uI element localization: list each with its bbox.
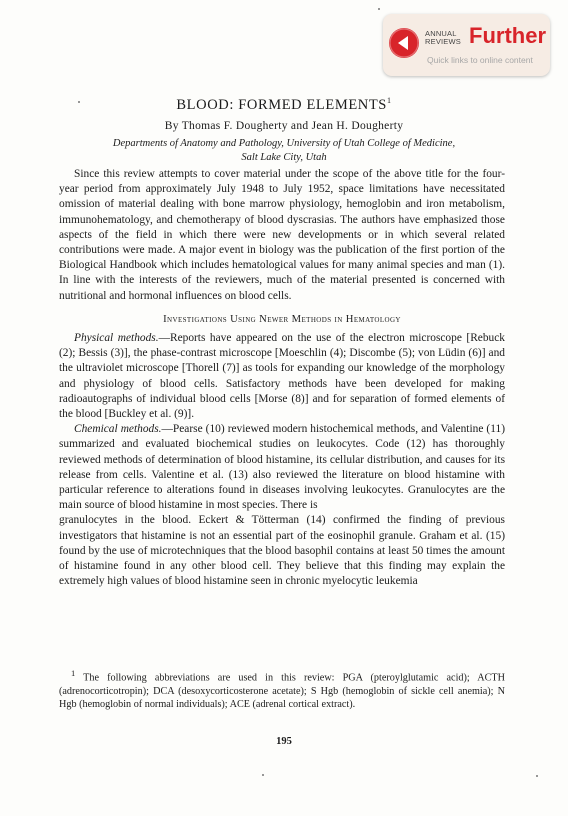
affiliation-line-2: Salt Lake City, Utah: [241, 152, 327, 163]
footnote-text: The following abbreviations are used in this review: PGA (pteroylglutamic acid); ACTH (adrenocorticotropin); DCA (desoxycorticosterone acetate); S Hgb (hemoglobin of sickle cell anemia); N Hgb (hemoglobin of normal individuals); ACE (adrenal cortical extract).: [59, 672, 505, 711]
scan-speck: [78, 101, 80, 103]
physical-methods-paragraph: [59, 331, 505, 422]
annual-reviews-label: ANNUAL REVIEWS: [425, 29, 461, 46]
intro-paragraph: Since this review attempts to cover material under the scope of the above title for the four-year period from approximately July 1948 to July 1952, space limitations have necessitated omission of material dealing with bone marrow physiology, hemoglobin and iron metabolism, immunohematology, and chemotherapy of blood dyscrasias. The authors have emphasized those aspects of the field in which there were new developments or in which several related contributions were made. A major event in biology was the publication of the first portion of the Biological Handbook which includes hematological values for many animal species and man (1). In line with the interests of the reviewers, much of the material presented is concerned with nutritional and hormonal influences on blood cells.: [59, 168, 505, 302]
physical-methods-lead: Physical methods.: [74, 332, 159, 345]
scan-speck: [378, 8, 380, 10]
author-affiliation: [90, 137, 478, 165]
footnote: [59, 667, 505, 712]
continuation-paragraph: granulocytes in the blood. Eckert & Tötterman (14) confirmed the finding of previous investigators that histamine is not an essential part of the eosinophil granule. Graham et al. (15) found by the use of microtechniques that the blood basophil contains at least 50 times the amount of histamine found in any other blood cell. They believe that this finding may explain the extremely high values of blood histamine seen in chronic myelocytic leukemia: [59, 514, 505, 588]
footnote-mark: 1: [71, 668, 76, 678]
play-arrow-icon: [389, 28, 419, 58]
scan-speck: [262, 774, 264, 776]
chemical-methods-paragraph: [59, 422, 505, 513]
annual-reviews-further-badge[interactable]: [383, 14, 550, 76]
physical-methods-text: —Reports have appeared on the use of the electron microscope [Rebuck (2); Bessis (3)], the phase-contrast microscope [Moeschlin (4); Discombe (5); von Lüdin (6)] and the ultraviolet microscope [Thorell (7)] as tools for expanding our knowledge of the morphology and physiology of blood cells. Satisfactory methods have been developed for making radioautographs of individual blood cells [Morse (8)] and for separation of formed elements of the blood [Buckley et al. (9)].: [59, 332, 505, 421]
scan-speck: [536, 775, 538, 777]
section-heading: Investigations Using Newer Methods in Hematology: [163, 313, 401, 325]
badge-subtitle: Quick links to online content: [427, 55, 533, 65]
chemical-methods-lead: Chemical methods.: [74, 423, 162, 436]
page-number: 195: [276, 736, 292, 747]
article-title: BLOOD: FORMED ELEMENTS$^1$: [176, 96, 392, 113]
article-authors: By Thomas F. Dougherty and Jean H. Dougherty: [164, 120, 404, 132]
chemical-methods-text: —Pearse (10) reviewed modern histochemical methods, and Valentine (11) summarized and evaluated biochemical studies on leukocytes. Code (12) has thoroughly reviewed methods of determination of blood histamine, its cellular distribution, and causes for its release from cells. Valentine et al. (13) also reviewed the literature on blood histamine with particular reference to alterations found in diseases involving leukocytes. Granulocytes are the main source of blood histamine in most species. There is: [59, 423, 505, 512]
article-body: [59, 167, 505, 589]
affiliation-line-1: Departments of Anatomy and Pathology, University of Utah College of Medicine,: [112, 138, 456, 149]
title-footnote-mark: 1: [386, 96, 392, 105]
further-logo-text: Further: [469, 23, 546, 48]
